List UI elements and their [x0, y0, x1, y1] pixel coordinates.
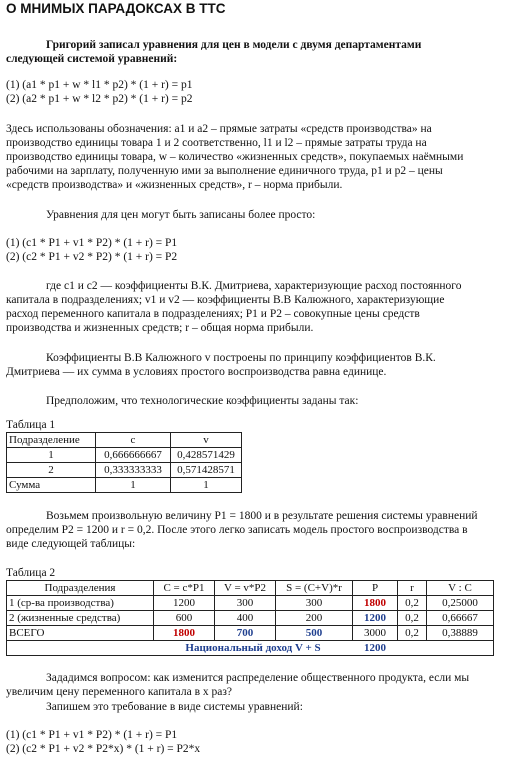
question-line-1: Зададимся вопросом: как изменится распределение общественного продукта, если мы	[46, 672, 470, 684]
spacer-cell	[7, 641, 154, 656]
table-row	[7, 478, 242, 493]
notation-line-5: «средств производства» и «жизненных средств», r – норма прибыли.	[6, 179, 343, 191]
equation-1-2: (2) (a2 * p1 + w * l2 * p2) * (1 + r) = p2	[6, 93, 193, 105]
coef-line-1: где c1 и c2 — коэффициенты В.К. Дмитриева, характеризующие расход постоянного	[46, 280, 462, 292]
table-cell: 400	[215, 611, 276, 626]
header-cell: S = (C+V)*r	[276, 581, 353, 596]
equation-3-2: (2) (c2 * P1 + v2 * P2*x) * (1 + r) = P2*x	[6, 743, 201, 755]
table-row	[7, 611, 494, 626]
header-cell: c	[96, 433, 171, 448]
table-cell: 0,38889	[427, 626, 494, 641]
national-income-value: 1200	[353, 641, 398, 656]
question-line-2: увеличим цену переменного капитала в x раз?	[6, 686, 233, 698]
take-line-2: определим P2 = 1200 и r = 0,2. После этого легко записать модель простого воспроизводства в	[6, 524, 468, 536]
table-cell: 0,571428571	[171, 463, 242, 478]
table-cell: 1200	[353, 611, 398, 626]
table-cell: 700	[215, 626, 276, 641]
table-row	[7, 448, 242, 463]
table-cell: 0,666666667	[96, 448, 171, 463]
spacer-cell	[398, 641, 494, 656]
table-cell: 3000	[353, 626, 398, 641]
header-cell: v	[171, 433, 242, 448]
notation-line-3: производство единицы товара, w – количество «жизненных средств», покупаемых наёмными	[6, 151, 464, 163]
table1-caption: Таблица 1	[6, 419, 56, 431]
header-cell: Подразделения	[7, 581, 154, 596]
table-cell: 0,2	[398, 596, 427, 611]
table-cell: 300	[215, 596, 276, 611]
table-cell: 2	[7, 463, 96, 478]
take-line-3: виде следующей таблицы:	[6, 538, 136, 550]
kal-line-1: Коэффициенты В.В Калюжного v построены по принципу коэффициентов В.К.	[46, 352, 436, 364]
take-line-1: Возьмем произвольную величину P1 = 1800 и в результате решения системы уравнений	[46, 510, 478, 522]
table-2	[6, 580, 494, 656]
national-income-label: Национальный доход V + S	[154, 641, 353, 656]
header-cell: V : C	[427, 581, 494, 596]
national-income-row	[7, 641, 494, 656]
table-cell: 1800	[154, 626, 215, 641]
header-cell: P	[353, 581, 398, 596]
intro-line-2: следующей системой уравнений:	[6, 53, 178, 65]
table-row	[7, 626, 494, 641]
table-1	[6, 432, 242, 493]
table-cell: 0,428571429	[171, 448, 242, 463]
table-cell: 1800	[353, 596, 398, 611]
equation-1-1: (1) (a1 * p1 + w * l1 * p2) * (1 + r) = p1	[6, 79, 193, 91]
coef-line-4: производства и жизненных средств; r – общая норма прибыли.	[6, 322, 314, 334]
table-cell: 0,2	[398, 611, 427, 626]
header-cell: V = v*P2	[215, 581, 276, 596]
header-cell: C = c*P1	[154, 581, 215, 596]
table-cell: Сумма	[7, 478, 96, 493]
header-cell: r	[398, 581, 427, 596]
table-header-row	[7, 433, 242, 448]
page-title: О МНИМЫХ ПАРАДОКСАХ В ТТС	[6, 1, 226, 16]
table-cell: 1 (ср-ва производства)	[7, 596, 154, 611]
table-cell: 1	[96, 478, 171, 493]
table-cell: ВСЕГО	[7, 626, 154, 641]
table-cell: 0,2	[398, 626, 427, 641]
table-cell: 1	[171, 478, 242, 493]
table-cell: 600	[154, 611, 215, 626]
table-row	[7, 596, 494, 611]
table-cell: 2 (жизненные средства)	[7, 611, 154, 626]
table-cell: 1200	[154, 596, 215, 611]
coef-line-2: капитала в подразделениях; v1 и v2 — коэффициенты В.В Калюжного, характеризующие	[6, 294, 445, 306]
table-cell: 200	[276, 611, 353, 626]
table-cell: 300	[276, 596, 353, 611]
kal-line-2: Дмитриева — их сумма в условиях простого воспроизводства равна единице.	[6, 366, 387, 378]
equation-2-2: (2) (c2 * P1 + v2 * P2) * (1 + r) = P2	[6, 251, 178, 263]
assume-text: Предположим, что технологические коэффициенты заданы так:	[46, 395, 359, 407]
equation-3-1: (1) (c1 * P1 + v1 * P2) * (1 + r) = P1	[6, 729, 178, 741]
equation-2-1: (1) (c1 * P1 + v1 * P2) * (1 + r) = P1	[6, 237, 178, 249]
table-cell: 0,333333333	[96, 463, 171, 478]
notation-line-4: рабочими на зарплату, полученную ими за выполнение единичного труда, p1 и p2 – цены	[6, 165, 443, 177]
intro-line-1: Григорий записал уравнения для цен в модели с двумя департаментами	[46, 39, 422, 51]
table-cell: 500	[276, 626, 353, 641]
notation-line-2: производство единицы товара 1 и 2 соответственно, l1 и l2 – прямые затраты труда на	[6, 137, 427, 149]
table-cell: 0,66667	[427, 611, 494, 626]
table2-caption: Таблица 2	[6, 567, 56, 579]
notation-line-1: Здесь использованы обозначения: a1 и a2 – прямые затраты «средств производства» на	[6, 123, 432, 135]
table-cell: 1	[7, 448, 96, 463]
simpler-text: Уравнения для цен могут быть записаны более просто:	[46, 209, 316, 221]
table-cell: 0,25000	[427, 596, 494, 611]
coef-line-3: расход переменного капитала в подразделениях; P1 и P2 – совокупные цены средств	[6, 308, 420, 320]
table-row	[7, 463, 242, 478]
table-header-row	[7, 581, 494, 596]
header-cell: Подразделение	[7, 433, 96, 448]
write-text: Запишем это требование в виде системы уравнений:	[46, 701, 303, 713]
